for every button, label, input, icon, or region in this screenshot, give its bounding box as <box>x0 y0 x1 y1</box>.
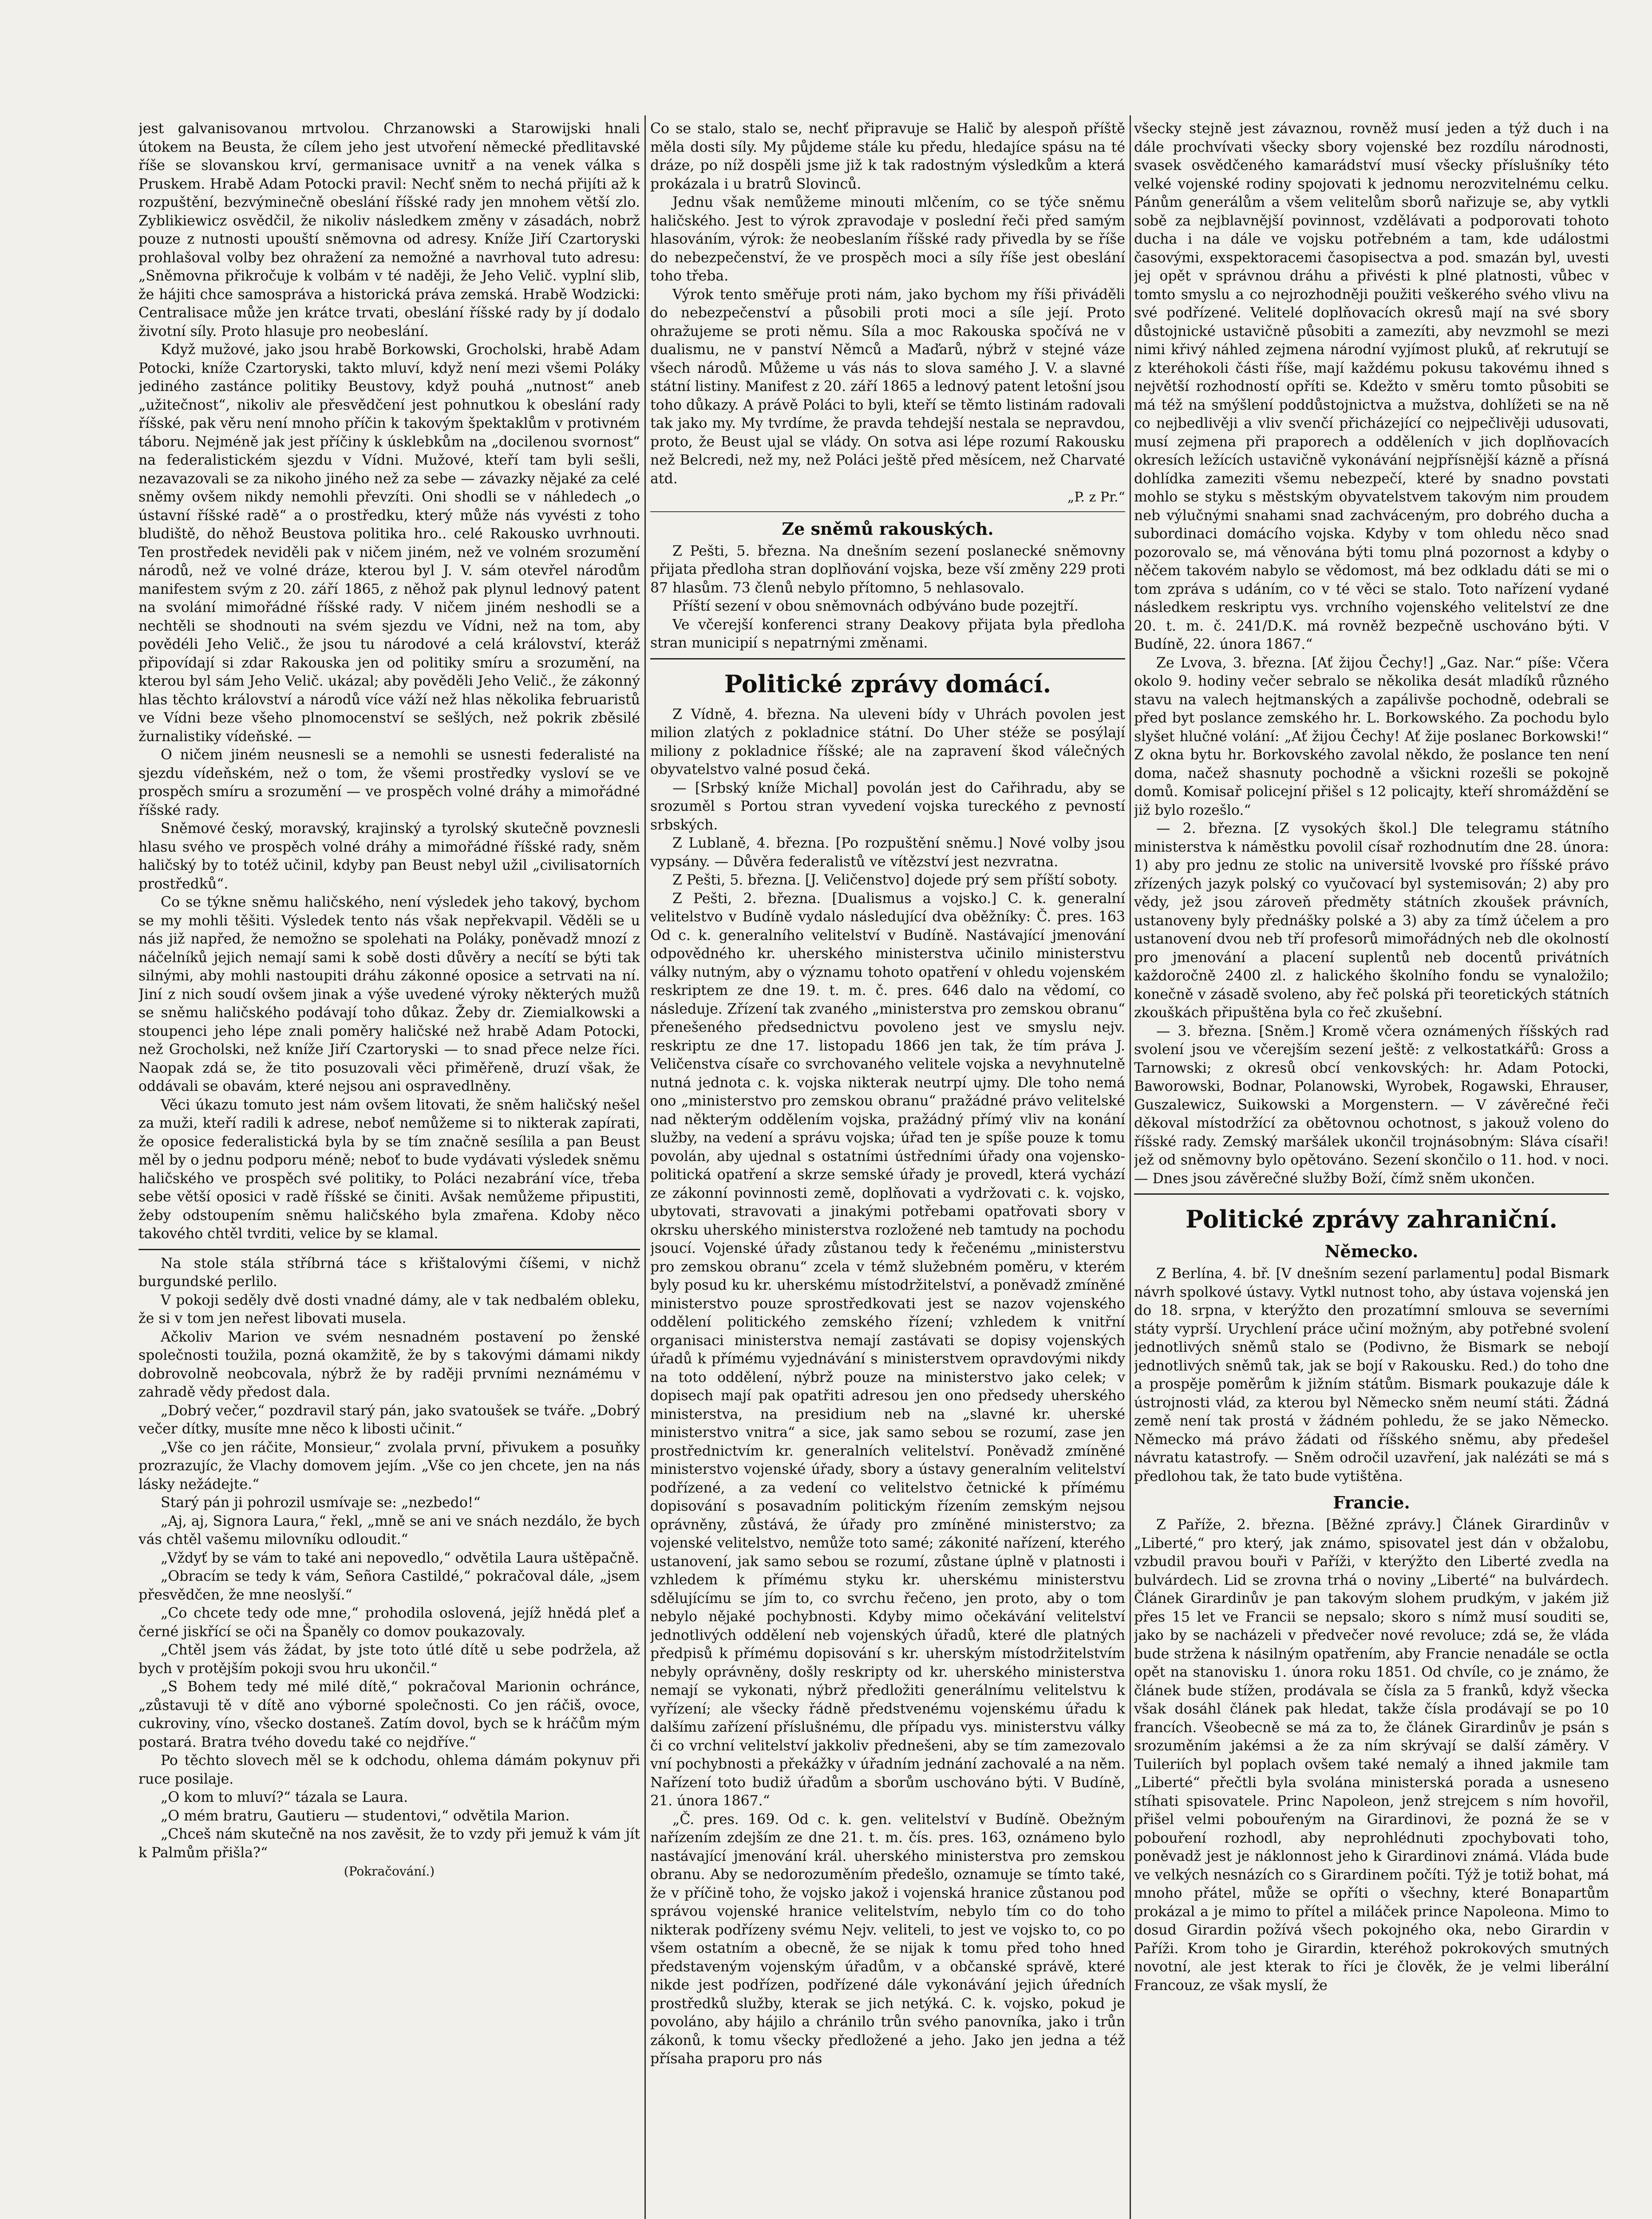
news-item: Z Lublaně, 4. března. [Po rozpuštění sněmu.] Nové volby jsou vypsány. — Důvěra federalistů ve vítězství jest nezvratna. <box>650 835 1125 870</box>
section-divider <box>1134 1193 1609 1195</box>
feuilleton-paragraph: „Aj, aj, Signora Laura,“ řekl, „mně se ani ve snách nezdálo, že bych vás chtěl vašemu milovníku odloudit.“ <box>138 1513 640 1548</box>
section-divider <box>650 511 1125 512</box>
paragraph: Výrok tento směřuje proti nám, jako bychom my říši přiváděli do nebezpečenství a působili proti moci a síle její. Proto ohražujeme se proti němu. Síla a moc Rakouska spočívá ne v dualismu, ne v panství Němců a Maďarů, nýbrž v stejné váze všech národů. Můžeme u vás nás to slova samého J. V. a slavné státní listiny. Manifest z 20. září 1865 a lednový patent letošní jsou toho důkazy. A právě Poláci to byli, kteří se těmto listinám radovali tak jako my. My tvrdíme, že pravda tehdejší nestala se nepravdou, proto, že Beust ujal se vlády. On sotva asi lépe rozumí Rakousku než Belcredi, než my, než Poláci ještě před měsícem, než Charvaté atd. <box>650 286 1125 487</box>
column-right <box>1134 120 1609 2219</box>
news-item: — 3. března. [Sněm.] Kromě včera oznámených říšských rad svolení jsou ve včerejším sezení ještě: z velkostatkářů: Gross a Tarnowski; z okresů obcí venkovských: hr. Adam Potocki, Baworowski, Bodnar, Polanowski, Wyrobek, Rogawski, Ehrauser, Guszalewicz, Suikowski a Morgenstern. — V závěrečné řeči děkoval místodržící za obětovnou ochotnost, s jakouž voleno do říšské rady. Zemský maršálek ukončil trojnásobným: Sláva císaři! jež od sněmovny bylo opětováno. Sezení skončilo o 11. hod. v noci. — Dnes jsou závěrečné služby Boží, čímž sněm ukončen. <box>1134 1023 1609 1187</box>
feuilleton-paragraph: „Co chcete tedy ode mne,“ prohodila oslovená, jejíž hnědá pleť a černé jiskřící se oči na Španěly co domov poukazovaly. <box>138 1605 640 1640</box>
feuilleton-paragraph: „O kom to mluví?“ tázala se Laura. <box>161 1789 408 1805</box>
paragraph: Věci úkazu tomuto jest nám ovšem litovati, že sněm haličský nešel za muži, kteří radili k adrese, neboť nemůžeme si to nikterak zapírati, že oposice federalistická byla by se tím značně sesílila a pan Beust měl by o jednu podporu méně; neboť to bude vydávati výsledek sněmu haličského ve prospěch své politiky, to Poláci nezabrání více, třeba sebe větší oposici v radě říšské se činiti. Avšak nemůžeme připustiti, žeby odstoupením sněmu haličského byla zmařena. Kdoby něco takového chtěl tvrditi, velice by se klamal. <box>138 1097 640 1242</box>
headline-domestic: Politické zprávy domácí. <box>724 669 1051 698</box>
feuilleton-paragraph: „Dobrý večer,“ pozdravil starý pán, jako svatoušek se tváře. „Dobrý večer dítky, musíte mne něco k libosti učinit.“ <box>138 1402 640 1437</box>
news-item: Z Pešti, 5. března. [J. Veličenstvo] dojede prý sem příští soboty. <box>672 872 1118 888</box>
feuilleton-paragraph: V pokoji seděly dvě dosti vnadné dámy, ale v tak nedbalém obleku, že si v tom jen neřest libovati musela. <box>138 1292 640 1327</box>
news-item: Z Vídně, 4. března. Na uleveni bídy v Uhrách povolen jest milion zlatých z pokladnice státní. Do Uher stéže se posýlají miliony z pokladnice říšské; ale na zapravení škod válečných obyvatelstvo valné posud čeká. <box>650 706 1125 778</box>
news-item: Z Berlína, 4. bř. [V dnešním sezení parlamentu] podal Bismark návrh spolkové ústavy. Vytkl nutnost toho, aby ústava vojenská jen do 18. srpna, v kterýžto den prozatímní smlouva se severními státy vyprší. Urychlení práce učiní možným, aby potřebné svolení jednotlivých sněmů stalo se (Podivno, že Bismark se nebojí jednotlivých sněmů tak, jak se bojí v Rakousku. Red.) do toho dne a prospěje poměrům k jižním státům. Bismark poukazuje dále k ústrojnosti vlád, za kterou byl Německo sněm neumí státi. Žádná země není tak prostá v žádném pohledu, že se jako Německo. Německo má právo žádati od říšského sněmu, aby předešel návratu katastrofy. — Sněm odročil uzavření, jak nalézáti se má s předlohou tak, že tato bude vytištěna. <box>1134 1266 1609 1485</box>
news-item: — 2. března. [Z vysokých škol.] Dle telegramu státního ministerstva k náměstku povolil císař rozhodnutím dne 28. února: 1) aby pro jednu ze stolic na universitě lvovské pro říšské právo zřízených jazyk polský co vyučovací byl systemisován; 2) aby pro vědy, jež jsou zároveň předměty státních zkoušek právních, ustanoveny byly přednášky polské a 3) aby za tímž účelem a pro ustanovení dvou neb tří profesorů mimořádných neb dle okolností pro jmenování a placení suplentů neb docentů privátních každoročně 2400 zl. z halického školního fondu se vynaložilo; konečně v zásadě svoleno, aby řeč polská při teoretických státních zkouškách připuštěna byla co řeč zkušební. <box>1134 821 1609 1021</box>
column-middle <box>650 120 1125 2219</box>
column-divider <box>644 115 646 2219</box>
news-item: Z Paříže, 2. března. [Běžné zprávy.] Článek Girardinův v „Liberté,“ pro který, jak známo, spisovatel jest dán v obžalobu, vzbudil pravou bouři v Paříži, v kterýžto den Liberté zvedla na bulvárdech. Lid se zrovna trhá o noviny „Liberté“ na bulvárdech. Článek Girardinův je pan takovým slohem prudkým, v jakém již přes 15 let ve Francii se nepsalo; skoro s nímž musí souditi se, jako by se nacházeli v předvečer nové revoluce; zdá se, že vláda bude stržena k násilným opatřením, aby Francie nenadále se octla opět na stanovisku 1. února roku 1851. Od chvíle, co je známo, že článek bude stížen, prodávala se čísla za 5 franků, když všecka však dosáhl článek pak hledat, takže čísla prodávají se po 10 francích. Všeobecně se má za to, že článek Girardinův je psán s srozuměním jakémsi a že za ním skrývají se další záměry. V Tuileriích byl poplach ovšem také nemalý a ihned jakmile tam „Liberté“ přečtli byla svolána ministerská porada a usneseno stíhati spisovatele. Princ Napoleon, jenž strejcem s ním hovořil, přišel velmi pobouřeným na Girardinovi, že pozná že se v pobouření rozhodl, aby neprohlédnuti zpochybovati toho, poněvadž jest je náklonnost jeho k Girardinovi známá. Vláda bude ve velkých nesnázích co s Girardinem počíti. Týž je totiž bohat, má mnoho přátel, může se opříti o všechny, které Bonapartům prokázal a je mimo to přítel a miláček prince Napoleona. Mimo to dosud Girardin požívá všech pokojného oka, nebo Girardin v Paříži. Krom toho je Girardin, kteréhož pokrokových smutných novotní, ale jest kterak to říci je člověk, že je velmi liberální Francouz, ze však myslí, že <box>1134 1517 1609 1994</box>
paragraph: Jednu však nemůžeme minouti mlčením, co se týče sněmu haličského. Jest to výrok zpravodaje v poslední řeči před samým hlasováním, výrok: že neobeslaním říšské rady přivedla by se říše do nebezpečenství, že ve prospěch moci a síly říše jest obeslání toho třeba. <box>650 194 1125 284</box>
country-heading: Francie. <box>1333 1492 1410 1512</box>
column-left <box>138 120 640 2219</box>
feuilleton-paragraph: „Chtěl jsem vás žádat, by jste toto útlé dítě u sebe podržela, až bych v protějším pokoji svou hru ukončil.“ <box>138 1642 640 1677</box>
headline-foreign: Politické zprávy zahraniční. <box>1185 1205 1558 1233</box>
paragraph: O ničem jiném neusnesli se a nemohli se usnesti federalisté na sjezdu vídeňském, než o tom, že všemi prostředky vysloví se ve prospěch smíru a srozumění — ve prospěch volné dráhy a mimořádné říšské rady. <box>138 747 640 818</box>
feuilleton-paragraph: Starý pán ji pohrozil usmívaje se: „nezbedo!“ <box>161 1495 481 1511</box>
news-item: Příští sezení v obou sněmovnách odbýváno bude pozejtří. <box>672 598 1079 614</box>
column-divider <box>1130 115 1131 2219</box>
paragraph: Sněmové český, moravský, krajinský a tyrolský skutečně povznesli hlasu svého ve prospěch volné dráhy a mimořádné říšské rady, sněm haličský by to totéž učinil, kdyby pan Beust nebyl užil „civilisatorních prostředků“. <box>138 821 640 892</box>
news-item: Z Pešti, 2. března. [Dualismus a vojsko.] C. k. generalní velitelstvo v Budíně vydalo následující dva oběžníky: Č. pres. 163 Od c. k. generalního velitelství v Budíně. Nastávající jmenování odpovědného kr. uherského ministerstva učinilo ministerstvu války nutným, aby o významu tohoto opatření v ohledu vojenském reskriptem ze dne 19. t. m. č. pres. 646 dalo na vědomí, co následuje. Zřízení tak zvaného „ministerstva pro zemskou obranu“ přenešeného předsednictvu povoleno jest ve smyslu nejv. reskriptu ze dne 17. listopadu 1866 jen tak, že tím práva J. Veličenstva císaře co svrchovaného velitele vojska a nevyhnutelně nutná jednota c. k. vojska nikterak neutrpí ujmy. Dle toho nemá ono „ministerstvo pro zemskou obranu“ pražádné právo velitelské nad některým oddělením vojska, pražádný přímý vliv na konání služby, na vedení a správu vojska; úřad ten je spíše pouze k tomu povolán, aby ujednal s ostatními ústředními úřady ona vojensko-politická opatření a skrze semské úřady je provedl, která vychází ze zákonní povinnosti země, doplňovati a vydržovati c. k. vojsko, ubytovati, stravovati a jinakými potřebami opatřovati sbory v okrsku uherského ministerstva rozložené neb tamtudy na pochodu jsoucí. Vojenské úřady zůstanou tedy k řečenému „ministerstvu pro zemskou obranu“ zcela v témž služebném poměru, v kterém byly posud ku kr. uherskému místodržitelství, a poněvadž zmíněné ministerstvo pouze sprostředkovati jest se nazov vojenského oddělení politického zemského řízení; vzhledem k vnitřní organisaci ministerstva nemají zastávati se dopisy vojenských úřadů k přímému vyjednávání s ministerstvem opravdovými nikdy na toto oddělení, nýbrž pouze na ministerstvo jako celek; v dopisech mají pak opatřiti adresou jen ono předsedy uherského ministerstva, na presidium neb na „slavné kr. uherské ministerstvo vnitra“ a sice, jak samo sebou se rozumí, zase jen prostřednictvím kr. generalních velitelství. Poněvadž zmíněné ministerstvo vojenské úřady, sbory a ústavy generalním velitelství podřízené, a za vedení co velitelstvo četnické k přímému dopisování s posavadním politickým řízením zemským nejsou oprávněny, zůstává, že úřady pro zmíněné ministerstvo; za vojenské velitelstvo, nemůže toto samé; zákonité nařízení, kterého ustanovení, jak samo sebou se rozumí, zůstane úplně v platnosti i vzhledem k přímému styku kr. uherskému ministerstvu sdělujícímu se jím to, co svrchu řečeno, jen proto, aby o tom nebylo nějaké pochybnosti. Kdyby mimo očekávání velitelství jednotlivých oddělení neb vojenských úřadů, které dle platných předpisů k přímému dopisování s kr. uherským místodržitelstvím nebyly oprávněny, došly reskripty od kr. uherského ministerstva nemají se vykonati, nýbrž předložiti generálnímu velitelstvu k vyřízení; ale všecky řádně předstvenému vojenskému úřadu k dalšímu zařízení příslušnému, dle případu vys. ministerstvu války či co vrchní velitelství jakkoliv přednešeni, aby se tím zamezovalo vní pochybnosti a překážky v úřadním jednání zachovalé a na něm. Nařízení toto budiž úřadům a sborům uschováno býti. V Budíně, 21. února 1867.“ <box>650 890 1125 1809</box>
section-divider <box>650 658 1125 659</box>
feuilleton-paragraph: „Vše co jen ráčite, Monsieur,“ zvolala první, přivukem a posuňky prozrazujíc, že Vlachy domovem jejím. „Vše co jen chcete, jen na nás lásky nežádejte.“ <box>138 1439 640 1492</box>
feuilleton-paragraph: „S Bohem tedy mé milé dítě,“ pokračoval Marionin ochránce, „zůstavuji tě v dítě ano výborné společnosti. Co jen ráčiš, ovoce, cukroviny, víno, všecko dostaneš. Zatím dovol, bych se k hráčům mým postará. Bratra tvého dovedu také co nejdříve.“ <box>138 1679 640 1750</box>
feuilleton-paragraph: Po těchto slovech měl se k odchodu, ohlema dámám pokynuv při ruce posilaje. <box>138 1753 640 1787</box>
feuilleton-paragraph: „Obracím se tedy k vám, Señora Castildé,“ pokračoval dále, „jsem přesvědčen, že mne neoslyší.“ <box>138 1568 640 1603</box>
feuilleton-paragraph: Ačkoliv Marion ve svém nesnadném postavení po ženské společnosti toužila, pozná okamžitě, že by s takovými dámami nikdy dobrovolně neobcovala, nýbrž že by raději prvními neznámému v zahradě vědy předost dala. <box>138 1329 640 1400</box>
paragraph: Co se týkne sněmu haličského, není výsledek jeho takový, bychom se my mohli těšiti. Výsledek tento nás však nepřekvapil. Věděli se u nás již napřed, že nemožno se spolehati na Poláky, poněvadž mnozí z náčelníků jejich nemají sami k sobě dosti důvěry a necítí se býti tak silnými, aby mohli nastoupiti dráhu zákonné oposice a setrvati na ní. Jiní z nich soudí ovšem jinak a výše uvedené výroky některých mužů se sněmu haličského podávají toho důkaz. Žeby dr. Ziemialkowski a stoupenci jeho lépe znali poměry haličské než hrabě Adam Potocki, než Grocholski, než kníže Jiří Czartoryski — to snad přece nelze říci. Naopak zdá se, že tito posuzovali věci přiměřeně, druzí však, že oddávali se obavám, které nejsou ani ospravedlněny. <box>138 894 640 1094</box>
news-item: Ve včerejší konferenci strany Deakovy přijata byla předloha stran municipií s nepatrnými změnami. <box>650 616 1125 651</box>
continuation-note: (Pokračování.) <box>344 1864 435 1879</box>
paragraph: Když mužové, jako jsou hrabě Borkowski, Grocholski, hrabě Adam Potocki, kníže Czartoryski, takto mluví, když není mezi všemi Poláky jediného zastánce politiky Beustovy, když pouhá „nutnost“ aneb „užitečnost“, nikoliv ale přesvědčení jest pohnutkou k obeslání rady říšské, pak věru není mnoho příčin k takovým špektaklům v protivném táboru. Nejméně jak jest příčiny k úsklebkům na „docilenou svornost“ na federalistickém sjezdu v Vídni. Mužové, kteří tam byli sešli, nezavazovali se za nikoho jiného než za sebe — závazky nějaké za celé sněmy ovšem nikdy nemohli převzíti. Oni shodli se v náhledech „o ústavní říšské radě“ a o prostředku, který může nás vyvésti z toho bludiště, do něhož Beustova politika hro.. celé Rakousko uvrhnouti. Ten prostředek neviděli pak v ničem jiném, než ve volném srozumění národů, než ve volné dráze, kterou byl J. V. sám otevřel národům manifestem svým z 20. září 1865, z něhož pak plynul lednový patent na svolání mimořádné říšské rady. V ničem jiném neshodli se a nechtěli se shodnouti na svém sjezdu ve Vídni, než na tom, aby povědéli Jeho Velič., že jsou tu národové a celá království, kteráž připovídají si zdar Rakouska jen od politiky smíru a srozumění, na kterou byl sám Jeho Velič. ukázal; aby pověděli Jeho Velič., že zákonný hlas těchto království a národů více váží než hlas několika februaristů ve Vídni beze všeho plnomocenství se sešlých, než pokrik zběsilé žurnalistiky vídeňské. — <box>138 342 640 745</box>
signature: „P. z Pr.“ <box>1067 490 1125 505</box>
feuilleton-paragraph: „O mém bratru, Gautieru — studentovi,“ odvětila Marion. <box>161 1808 570 1824</box>
news-item: Z Pešti, 5. března. Na dnešním sezení poslanecké sněmovny přijata předloha stran doplňování vojska, beze vší změny 229 proti 87 hlasům. 73 členů nebylo přítomno, 5 nehlasovalo. <box>650 543 1125 596</box>
feuilleton-paragraph: Na stole stála stříbrná táce s křištalovými číšemi, v nichž burgundské perlilo. <box>138 1255 640 1290</box>
feuilleton-paragraph: „Vždyť by se vám to také ani nepovedlo,“ odvětila Laura uštěpačně. <box>161 1550 639 1566</box>
country-heading: Německo. <box>1324 1241 1419 1261</box>
news-item: „Č. pres. 169. Od c. k. gen. velitelství v Budíně. Obežným nařízením zdejším ze dne 21. t. m. čís. pres. 163, oznámeno bylo nastávající jmenování král. uherského ministerstva pro zemskou obranu. Aby se nedorozuměním předešlo, oznamuje se tímto také, že v příčině toho, že vojsko jakož i vojenská hranice zůstanou pod správou vojenské hranice velitelstvím, nebylo tím co do toho nikterak podřízeny svému Nejv. veliteli, to jest ve vojsko to, co po všem ostatním a obecně, že se nijak k tomu před toho hned představeným vojenským úřadům, v a občanské správě, které nikde jest podřízen, podřízené dále vykonávání jejich úředních prostředků služby, kterak se jich netýká. C. k. vojsko, pokud je povoláno, aby hájilo a chránilo trůn svého panovníka, jako i trůn zákonů, k tomu všecky předložené a jeho. Jako jen jedna a též přísaha praporu pro nás <box>650 1811 1125 2067</box>
paragraph: Co se stalo, stalo se, nechť připravuje se Halič by alespoň příště měla dosti síly. My půjdeme stále ku předu, hledajíce spásu na té dráze, po níž dospěli jsme již k tak radostným výsledkům a která prokázala i u bratrů Slovinců. <box>650 121 1125 192</box>
news-item: všecky stejně jest závaznou, rovněž musí jeden a týž duch i na dále prochvívati všecky sbory vojenské bez rozdílu národnosti, svasek osvědčeného kamarádství musí všecky příslušníky této velké vojenské rodiny spojovati k jednomu nerozvitelnému celku. Pánům generálům a všem velitelům sborů nařizuje se, aby vytkli sobě za nejblavnější povinnost, vzdělávati a podporovati tohoto ducha i na dále ve vojsku potřebném a tam, kde událostmi časovými, exspektoracemi časopisectva a pod. smazán byl, uvesti jej opět v správnou dráhu a přivésti k plné platnosti, vůbec v tomto smyslu a co nejrozhodněji použiti veškerého svého vlivu na své podřízené. Velitelé doplňovacích okresů mají na své sbory důstojnické ustavičně působiti a zamezíti, aby nevzmohl se mezi nimi křivý náhled zejmena národní vyjímost pluků, ať rekrutují se z kteréhokoli části říše, mají každému pokusu takovému ihned s největší rozhodností opříti se. Kdežto v směru tomto působiti se má též na smýšlení poddůstojnictva a mužstva, dohlížeti se na ně co nejbedlivěji a vliv svenčí přicházející co nejpečlivěji udusovati, musí zejmena při praporech a odděleních v jich doplňovacích okresích ležících ustavičně vykonávání nejpřísnější kázně a přísná dohlídka zameziti všemu nebezpečí, které by snadno povstati mohlo se styku s městským obyvatelstvem takovým nim proudem neb výlučnými snahami snad zachváceným, pro dobrého ducha a subordinaci domácího vojska. Kdyby v tom ohledu něco snad pozorovalo se, má věnována býti tomu plná pozornost a kdyby o něčem takovém nabylo se vědomost, má bez odkladu dáti se mi o tom zpráva s udáním, co v té věci se stalo. Toto nařízení vydané následkem reskriptu vys. vrchního vojenského velitelství ze dne 20. t. m. č. 241/D.K. má rovněž bezpečně uschováno býti. V Budíně, 22. února 1867.“ <box>1134 121 1609 652</box>
news-item: — [Srbský kníže Michal] povolán jest do Cařihradu, aby se srozuměl s Portou stran vyvedení vojska tureckého z pevností srbských. <box>650 780 1125 833</box>
feuilleton-paragraph: „Chceš nám skutečně na nos zavěsit, že to vzdy při jemuž k vám jít k Palmům přišla?“ <box>138 1826 640 1861</box>
section-heading: Ze sněmů rakouských. <box>782 518 994 539</box>
paragraph: jest galvanisovanou mrtvolou. Chrzanowski a Starowijski hnali útokem na Beusta, že cílem jeho jest utvoření německé předlitavské říše se slovanskou krví, germanisace uvnitř a na venek válka s Pruskem. Hrabě Adam Potocki pravil: Nechť sněm to nechá přijíti až k rozpuštění, bezvýminečně obeslání říšské rady jen mnohem větší zlo. Zyblikiewicz osvědčil, že nikoliv následkem změny v zásadách, nobrž pouze z nutnosti upouští sněmovna od adresy. Kníže Jiří Czartoryski prohlašoval volby bez ohražení za nemožné a navrhoval tuto adresu: „Sněmovna přikročuje k volbám v té naději, že Jeho Velič. vyplní slib, že hájiti chce samospráva a historická práva zemská. Hrabě Wodzicki: Centralisace může jen krátce trvati, obeslání říšské rady by jí dodalo životní síly. Proto hlasuje pro neobeslání. <box>138 121 640 340</box>
feuilleton-divider <box>138 1249 640 1250</box>
news-item: Ze Lvova, 3. března. [Ať žijou Čechy!] „Gaz. Nar.“ píše: Včera okolo 9. hodiny večer sebralo se několika desát mladíků různého stavu na valech hejtmanských a zapálivše pochodně, odebrali se před byt poslance zemského hr. L. Borkowského. Za pochodu bylo slyšet hlučné volání: „Ať žijou Čechy! Ať žije poslanec Borkowski!“ Z okna bytu hr. Borkovského zavolal někdo, že poslance ten není doma, načež shasnuty pochodně a všickni rozešli se pokojně domů. Komisař policejní přišel s 12 policajty, kteří shromáždění se již bylo rozešlo.“ <box>1134 655 1609 818</box>
